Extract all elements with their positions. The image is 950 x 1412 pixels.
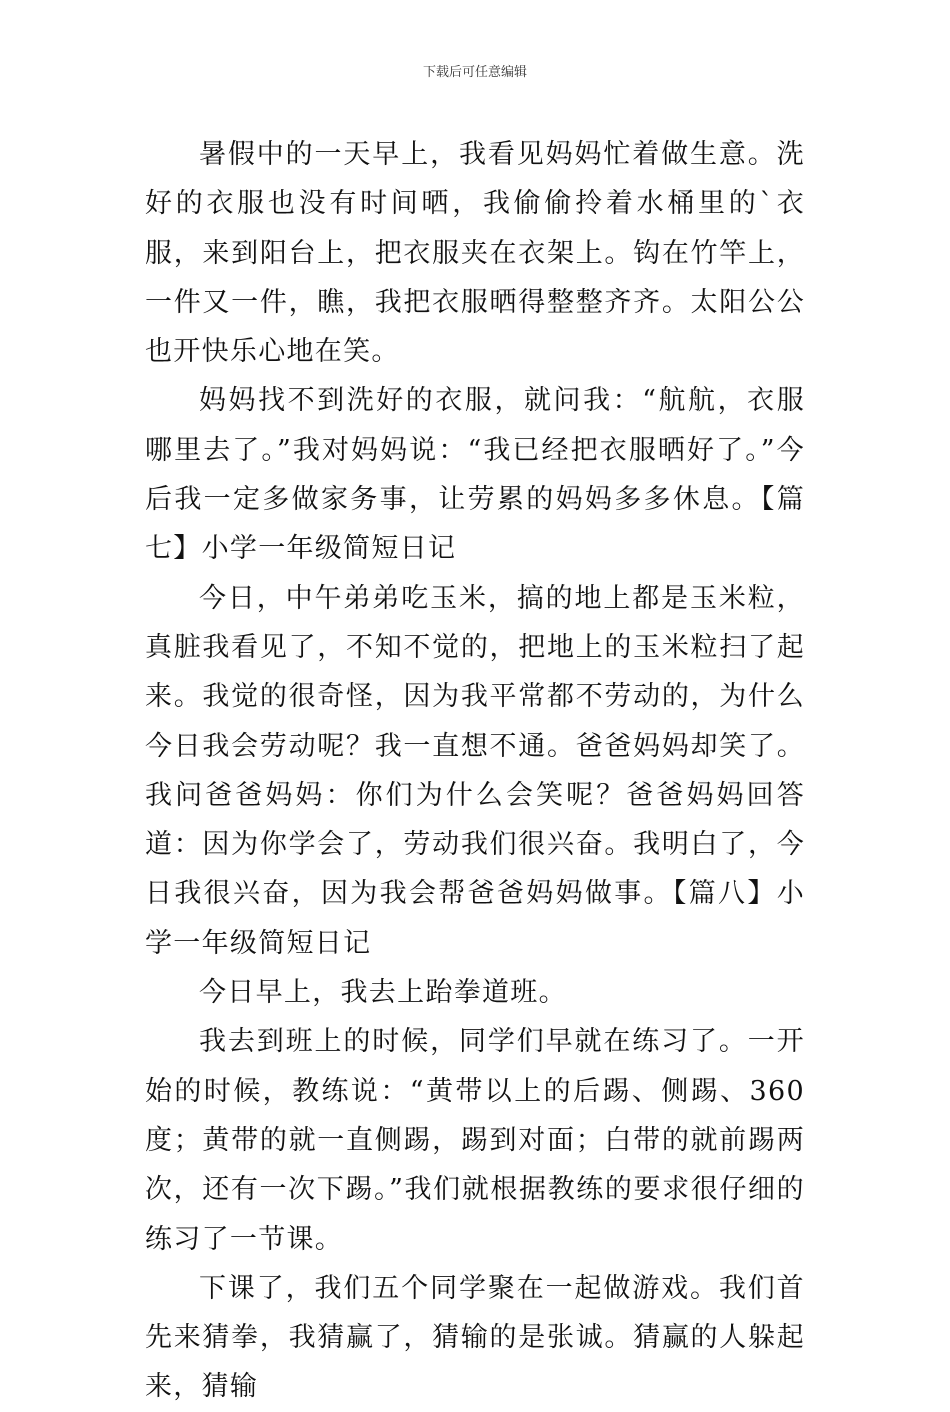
paragraph-5: 我去到班上的时候，同学们早就在练习了。一开始的时候，教练说：“黄带以上的后踢、侧踢、360度；黄带的就一直侧踢，踢到对面；白带的就前踢两次，还有一次下踢。”我们就根据教练的要求很仔细的练习了一节课。 [145, 1026, 805, 1255]
paragraph-4: 今日早上，我去上跆拳道班。 [199, 977, 567, 1009]
paragraph-1: 暑假中的一天早上，我看见妈妈忙着做生意。洗好的衣服也没有时间晒，我偷偷拎着水桶里的`衣服，来到阳台上，把衣服夹在衣架上。钩在竹竿上，一件又一件，瞧，我把衣服晒得整整齐齐。太阳公公也开快乐心地在笑。 [145, 139, 805, 368]
paragraph-3: 今日，中午弟弟吃玉米，搞的地上都是玉米粒，真脏我看见了，不知不觉的，把地上的玉米粒扫了起来。我觉的很奇怪，因为我平常都不劳动的，为什么今日我会劳动呢？我一直想不通。爸爸妈妈却笑了。我问爸爸妈妈：你们为什么会笑呢？爸爸妈妈回答道：因为你学会了，劳动我们很兴奋。我明白了，今日我很兴奋，因为我会帮爸爸妈妈做事。【篇八】小学一年级简短日记 [145, 582, 805, 959]
page-header: 下载后可任意编辑 [422, 65, 527, 80]
document-body [145, 130, 805, 1412]
paragraph-6: 下课了，我们五个同学聚在一起做游戏。我们首先来猜拳，我猜赢了，猜输的是张诚。猜赢的人躲起来，猜输 [145, 1272, 805, 1403]
paragraph-2: 妈妈找不到洗好的衣服，就问我：“航航，衣服哪里去了。”我对妈妈说：“我已经把衣服晒好了。”今后我一定多做家务事，让劳累的妈妈多多休息。【篇七】小学一年级简短日记 [145, 385, 805, 565]
